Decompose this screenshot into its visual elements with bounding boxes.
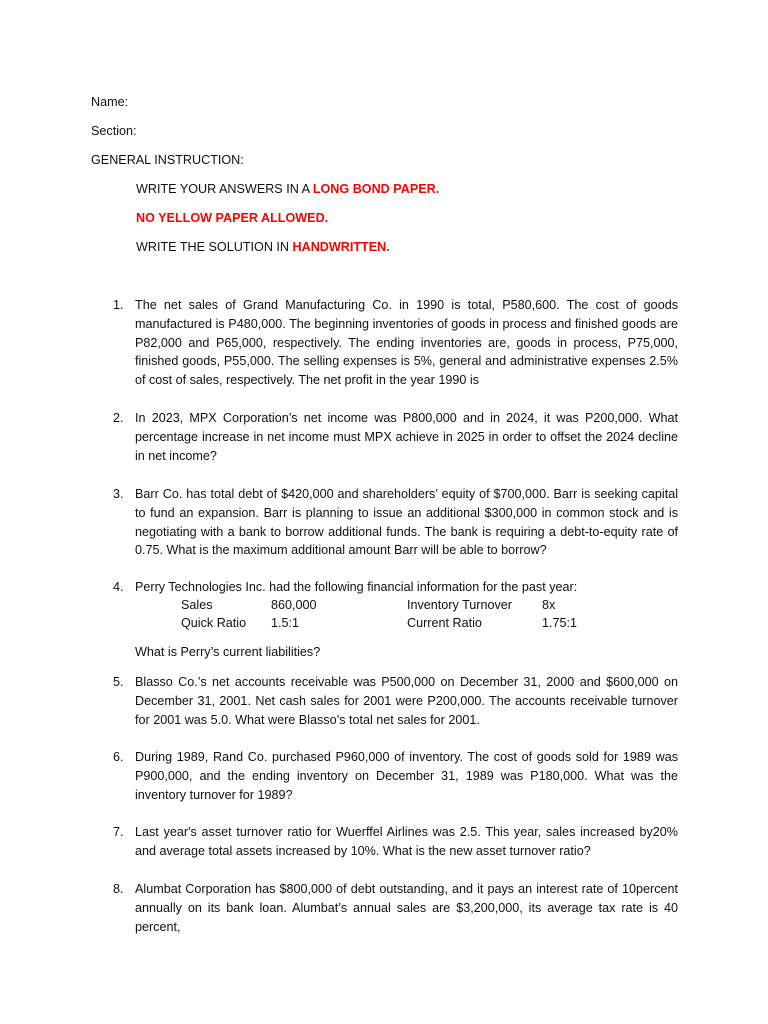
general-instruction-heading: GENERAL INSTRUCTION: xyxy=(91,153,244,167)
financial-row-1 xyxy=(181,596,601,615)
financial-value: 8x xyxy=(542,598,556,612)
financial-value: 1.75:1 xyxy=(542,616,578,630)
question-number: 7. xyxy=(113,825,124,839)
question-number: 6. xyxy=(113,750,124,764)
financial-label: Current Ratio xyxy=(407,616,482,630)
financial-row-2 xyxy=(181,614,601,633)
instruction-2 xyxy=(136,209,328,228)
instruction-1: WRITE YOUR ANSWERS IN A LONG BOND PAPER. xyxy=(136,182,440,196)
question-text: During 1989, Rand Co. purchased P960,000 of inventory. The cost of goods sold for 1989 was P900,000, and the ending inventory on December 31, 1989 was P180,000. What was the inventory turnover for 1989? xyxy=(135,750,678,802)
question-text: In 2023, MPX Corporation’s net income was P800,000 and in 2024, it was P200,000. What percentage increase in net income must MPX achieve in 2025 in order to offset the 2024 decline in net income? xyxy=(135,411,678,463)
question-text: Alumbat Corporation has $800,000 of debt outstanding, and it pays an interest rate of 10percent annually on its bank loan. Alumbat’s annual sales are $3,200,000, its average tax rate is 40 percent, xyxy=(135,882,678,934)
instruction-2-emphasis: NO YELLOW PAPER ALLOWED. xyxy=(136,211,329,225)
question-number: 8. xyxy=(113,882,124,896)
instruction-1-emphasis: LONG BOND PAPER. xyxy=(312,182,440,196)
financial-label: Quick Ratio xyxy=(181,616,247,630)
financial-value: 860,000 xyxy=(271,598,317,612)
question-text: Last year's asset turnover ratio for Wuerffel Airlines was 2.5. This year, sales increased by20% and average total assets increased by 10%. What is the new asset turnover ratio? xyxy=(135,825,678,858)
question-number: 1. xyxy=(113,298,124,312)
question-number: 2. xyxy=(113,411,124,425)
financial-label: Sales xyxy=(181,598,213,612)
question-number: 4. xyxy=(113,580,124,594)
instruction-3-emphasis: HANDWRITTEN. xyxy=(292,240,390,254)
question-number: 5. xyxy=(113,675,124,689)
financial-value: 1.5:1 xyxy=(271,616,300,630)
question-4-followup: What is Perry’s current liabilities? xyxy=(135,645,321,659)
financial-label: Inventory Turnover xyxy=(407,598,512,612)
instruction-3: WRITE THE SOLUTION IN HANDWRITTEN. xyxy=(136,240,390,254)
question-text: Blasso Co.’s net accounts receivable was P500,000 on December 31, 2000 and $600,000 on December 31, 2001. Net cash sales for 2001 were P200,000. The accounts receivable turnover for 2001 was 5.0. What were Blasso’s total net sales for 2001. xyxy=(135,675,678,727)
question-number: 3. xyxy=(113,487,124,501)
question-text: Barr Co. has total debt of $420,000 and shareholders’ equity of $700,000. Barr is seeking capital to fund an expansion. Barr is planning to issue an additional $300,000 in common stock and is negotiating with a bank to borrow additional funds. The bank is requiring a debt-to-equity rate of 0.75. What is the maximum additional amount Barr will be able to borrow? xyxy=(135,487,678,558)
section-label: Section: xyxy=(91,124,137,138)
question-text: The net sales of Grand Manufacturing Co. in 1990 is total, P580,600. The cost of goods manufactured is P480,000. The beginning inventories of goods in process and finished goods are P82,000 and P65,000, respectively. The ending inventories are, goods in process, P75,000, finished goods, P55,000. The selling expenses is 5%, general and administrative expenses 2.5% of cost of sales, respectively. The net profit in the year 1990 is xyxy=(135,298,678,388)
name-label: Name: xyxy=(91,95,129,109)
question-text: Perry Technologies Inc. had the following financial information for the past year: xyxy=(135,580,578,594)
